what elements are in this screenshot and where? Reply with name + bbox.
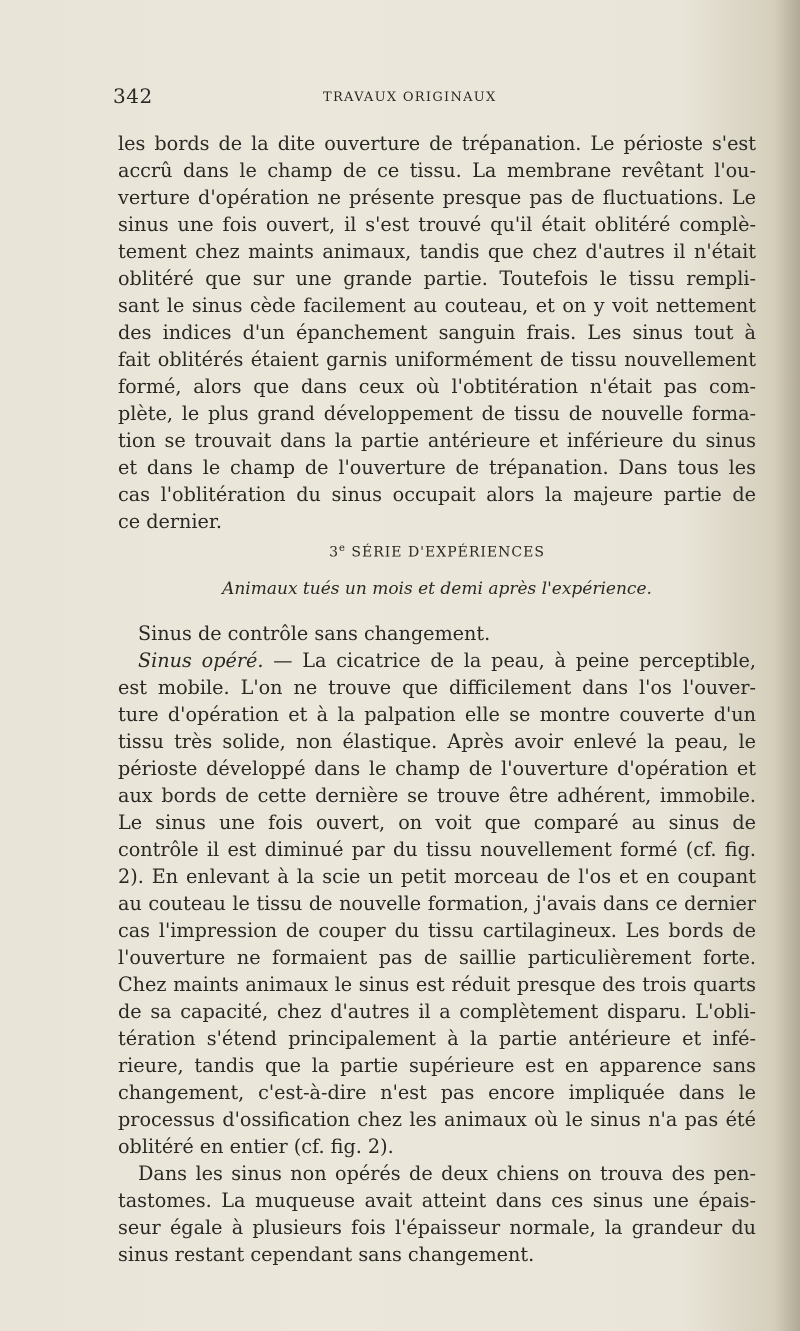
text-line: au couteau le tissu de nouvelle formation, j'avais dans ce dernier	[118, 892, 756, 915]
text-line: de sa capacité, chez d'autres il a complètement disparu. L'obli-	[118, 1000, 756, 1023]
text-line: verture d'opération ne présente presque pas de fluctuations. Le	[118, 186, 756, 209]
text-line: oblitéré en entier (cf. fig. 2).	[118, 1135, 394, 1158]
text-line: formé, alors que dans ceux où l'obtitération n'était pas com-	[118, 375, 756, 398]
text-line: Le sinus une fois ouvert, on voit que comparé au sinus de	[118, 811, 756, 834]
text-line: tération s'étend principalement à la partie antérieure et infé-	[118, 1027, 756, 1050]
text-line: cas l'impression de couper du tissu cartilagineux. Les bords de	[118, 919, 756, 942]
text-line: fait oblitérés étaient garnis uniformément de tissu nouvellement	[118, 348, 756, 371]
series-subtitle: Animaux tués un mois et demi après l'expérience.	[222, 579, 652, 599]
text-line: seur égale à plusieurs fois l'épaisseur normale, la grandeur du	[118, 1216, 756, 1239]
text-line: contrôle il est diminué par du tissu nouvellement formé (cf. fig.	[118, 838, 756, 861]
text-line: changement, c'est-à-dire n'est pas encore impliquée dans le	[118, 1081, 756, 1104]
series-number: 3	[329, 544, 340, 561]
text-line: tement chez maints animaux, tandis que chez d'autres il n'était	[118, 240, 756, 263]
text-line: est mobile. L'on ne trouve que difficilement dans l'os l'ouver-	[118, 676, 756, 699]
series-superscript: e	[339, 543, 346, 554]
text-line: l'ouverture ne formaient pas de saillie particulièrement forte.	[118, 946, 756, 969]
text-line: tion se trouvait dans la partie antérieure et inférieure du sinus	[118, 429, 756, 452]
paragraph-1	[118, 130, 756, 535]
paragraph-2: Sinus de contrôle sans changement.	[138, 622, 491, 645]
text-line: aux bords de cette dernière se trouve être adhérent, immobile.	[118, 784, 756, 807]
text-line: Chez maints animaux le sinus est réduit presque des trois quarts	[118, 973, 756, 996]
text-line: tissu très solide, non élastique. Après avoir enlevé la peau, le	[118, 730, 756, 753]
text-line: des indices d'un épanchement sanguin frais. Les sinus tout à	[118, 321, 756, 344]
page-edge-shadow	[774, 0, 800, 1331]
text-line: oblitéré que sur une grande partie. Toutefois le tissu rempli-	[118, 267, 756, 290]
text-line: sant le sinus cède facilement au couteau, et on y voit nettement	[118, 294, 756, 317]
running-head	[113, 84, 753, 112]
text-line: plète, le plus grand développement de tissu de nouvelle forma-	[118, 402, 756, 425]
text-line: ture d'opération et à la palpation elle se montre couverte d'un	[118, 703, 756, 726]
running-title: TRAVAUX ORIGINAUX	[323, 90, 497, 105]
text-line: cas l'oblitération du sinus occupait alors la majeure partie de	[118, 483, 756, 506]
lead-rest: — La cicatrice de la peau, à peine perceptible,	[263, 649, 756, 672]
page-number: 342	[113, 84, 153, 108]
text-line: 2). En enlevant à la scie un petit morceau de l'os et en coupant	[118, 865, 756, 888]
text-line: accrû dans le champ de ce tissu. La membrane revêtant l'ou-	[118, 159, 756, 182]
text-line: et dans le champ de l'ouverture de trépanation. Dans tous les	[118, 456, 756, 479]
text-line: périoste développé dans le champ de l'ouverture d'opération et	[118, 757, 756, 780]
text-line: tastomes. La muqueuse avait atteint dans ces sinus une épais-	[118, 1189, 756, 1212]
text-line: processus d'ossification chez les animaux où le sinus n'a pas été	[118, 1108, 756, 1131]
paragraph-3-lead	[118, 647, 756, 674]
series-heading	[118, 543, 756, 561]
text-line: Dans les sinus non opérés de deux chiens on trouva des pen-	[138, 1162, 756, 1185]
text-line: rieure, tandis que la partie supérieure est en apparence sans	[118, 1054, 756, 1077]
text-line: sinus une fois ouvert, il s'est trouvé qu'il était oblitéré complè-	[118, 213, 756, 236]
body-text-continued	[118, 620, 756, 1268]
text-line: les bords de la dite ouverture de trépanation. Le périoste s'est	[118, 132, 756, 155]
series-label: SÉRIE D'EXPÉRIENCES	[351, 544, 545, 561]
lead-italic: Sinus opéré.	[138, 649, 264, 672]
text-line: ce dernier.	[118, 510, 223, 533]
text-line: sinus restant cependant sans changement.	[118, 1243, 535, 1266]
